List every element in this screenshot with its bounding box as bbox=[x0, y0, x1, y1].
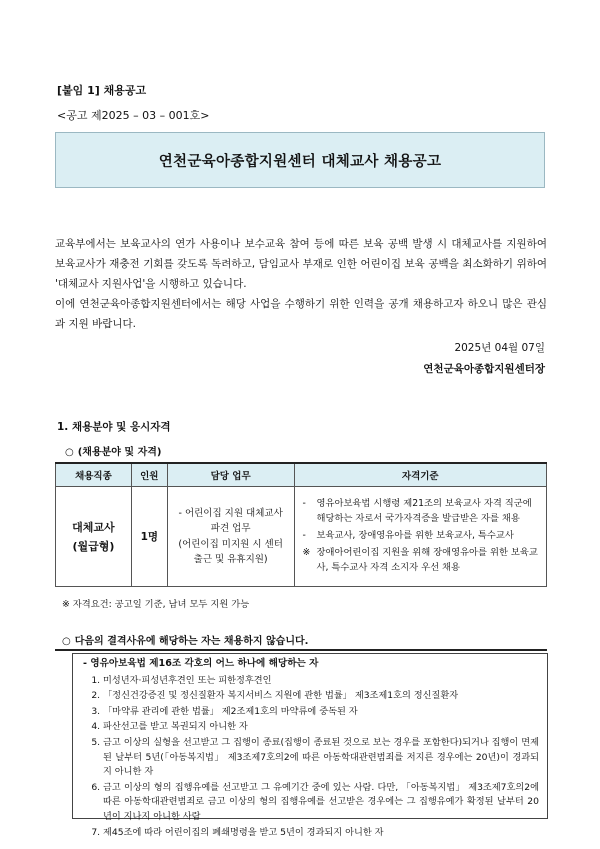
page-title: 연천군육아종합지원센터 대체교사 채용공고 bbox=[158, 153, 442, 170]
circle-bullet: ○ bbox=[65, 447, 74, 458]
disqualification-list bbox=[81, 674, 539, 841]
duty-line-2: 파견 업무 bbox=[210, 523, 251, 534]
intro-text bbox=[55, 234, 547, 334]
attachment-label: [붙임 1] 채용공고 bbox=[57, 84, 147, 97]
section2-title bbox=[62, 632, 308, 647]
duty-line-3: (어린이집 미지원 시 센터 bbox=[178, 538, 283, 550]
disqualification-box bbox=[72, 653, 548, 838]
list-item: 5. 금고 이상의 실형을 선고받고 그 집행이 종료(집행이 종료된 것으로 보는 경우를 포함한다)되거나 집행이 면제된 날부터 5년(「아동복지법」 제3조제7호의2에 따른 아동학대관련범죄를 저지른 경우에는 20년)이 경과되지 아니한 자 bbox=[103, 736, 539, 780]
disqualification-heading: - 영유아보육법 제16조 각호의 어느 하나에 해당하는 자 bbox=[83, 658, 319, 669]
header-duty: 담당 업무 bbox=[167, 463, 294, 487]
criteria-text: 장애아어린이집 지원을 위해 장애영유아를 위한 보육교사, 특수교사 자격 소지자 우선 채용 bbox=[316, 547, 538, 573]
cell-criteria bbox=[294, 487, 547, 587]
section1-subtitle bbox=[65, 443, 161, 458]
intro-paragraph-2: 이에 연천군육아종합지원센터에서는 해당 사업을 수행하기 위한 인력을 공개 채용하고자 하오니 많은 관심과 지원 바랍니다. bbox=[55, 298, 547, 330]
criteria-text: 보육교사, 장애영유아를 위한 보육교사, 특수교사 bbox=[316, 530, 514, 541]
list-item: 7. 제45조에 따라 어린이집의 폐쇄명령을 받고 5년이 경과되지 아니한 자 bbox=[103, 826, 539, 841]
section2-divider bbox=[55, 649, 547, 651]
section2-title-text: 다음의 결격사유에 해당하는 자는 채용하지 않습니다. bbox=[74, 636, 309, 647]
duty-line-1: - 어린이집 지원 대체교사 bbox=[178, 507, 283, 519]
criteria-item bbox=[303, 528, 539, 543]
criteria-item bbox=[303, 545, 539, 575]
header-criteria: 자격기준 bbox=[294, 463, 547, 487]
criteria-item bbox=[303, 496, 539, 526]
criteria-mark: - bbox=[302, 498, 306, 509]
list-item: 1. 미성년자·피성년후견인 또는 피한정후견인 bbox=[103, 674, 539, 689]
header-count: 인원 bbox=[131, 463, 167, 487]
job-type-line-2: (월급형) bbox=[72, 539, 115, 553]
header-job-type: 채용직종 bbox=[56, 463, 132, 487]
title-banner bbox=[55, 132, 545, 188]
job-type-line-1: 대체교사 bbox=[72, 520, 115, 534]
section1-subtitle-text: (채용분야 및 자격) bbox=[77, 447, 162, 458]
notice-number: <공고 제2025 – 03 – 001호> bbox=[57, 109, 210, 122]
list-item: 2. 「정신건강증진 및 정신질환자 복지서비스 지원에 관한 법률」 제3조제1호의 정신질환자 bbox=[103, 689, 539, 704]
list-item: 3. 「마약류 관리에 관한 법률」 제2조제1호의 마약류에 중독된 자 bbox=[103, 705, 539, 720]
list-item: 4. 파산선고를 받고 복권되지 아니한 자 bbox=[103, 720, 539, 735]
intro-paragraph-1: 교육부에서는 보육교사의 연가 사용이나 보수교육 참여 등에 따른 보육 공백 발생 시 대체교사를 지원하여 보육교사가 재충전 기회를 갖도록 독려하고, 담임교사 부재로 인한 어린이집 보육 공백을 최소화하기 위하여 '대체교사 지원사업'을 시행하고 있습니다. bbox=[55, 238, 547, 290]
cell-duty bbox=[167, 487, 294, 587]
organization-name: 연천군육아종합지원센터장 bbox=[423, 363, 545, 375]
criteria-mark: - bbox=[302, 530, 306, 541]
section1-title: 1. 채용분야 및 응시자격 bbox=[57, 421, 171, 433]
notice-date: 2025년 04월 07일 bbox=[454, 342, 545, 354]
table-header-row bbox=[56, 463, 547, 487]
cell-count: 1명 bbox=[131, 487, 167, 587]
circle-bullet: ○ bbox=[62, 636, 71, 647]
list-item: 6. 금고 이상의 형의 집행유예를 선고받고 그 유예기간 중에 있는 사람. 다만, 「아동복지법」 제3조제7호의2에 따른 아동학대관련범죄로 금고 이상의 형의 집행유예를 선고받은 경우에는 그 집행유예가 확정된 날부터 20년이 지나지 아니한 사람 bbox=[103, 781, 539, 825]
recruitment-table bbox=[55, 462, 547, 587]
criteria-mark: ※ bbox=[302, 547, 311, 558]
cell-job-type bbox=[56, 487, 132, 587]
eligibility-note: ※ 자격요건: 공고일 기준, 남녀 모두 지원 가능 bbox=[62, 599, 250, 610]
criteria-text: 영유아보육법 시행령 제21조의 보육교사 자격 직군에 해당하는 자로서 국가자격증을 발급받은 자를 채용 bbox=[316, 498, 532, 524]
table-row bbox=[56, 487, 547, 587]
duty-line-4: 출근 및 유휴지원) bbox=[193, 554, 268, 565]
